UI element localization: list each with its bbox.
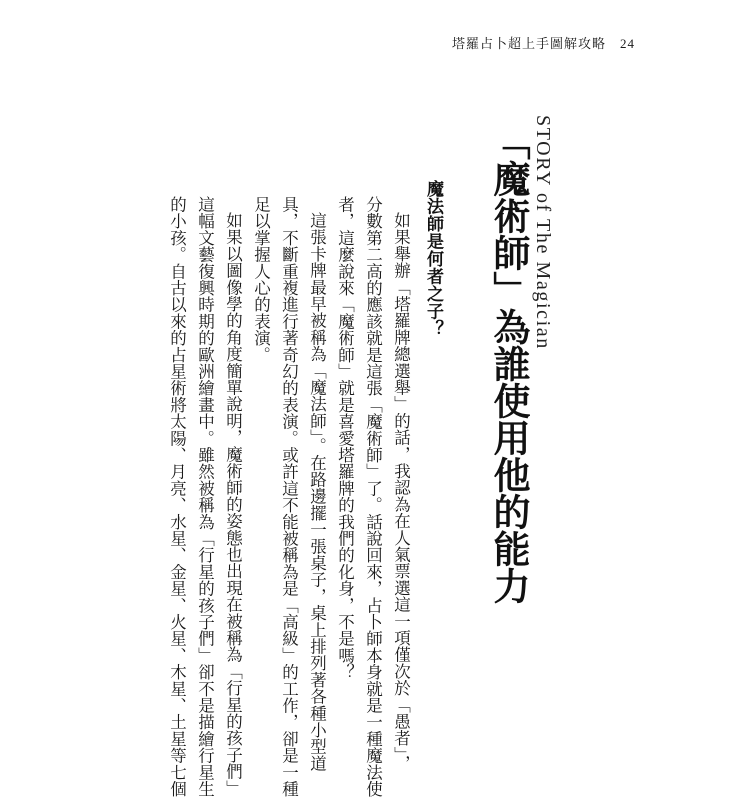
body-line: 如果以圖像學的角度簡單說明，魔術師的姿態也出現在被稱為「行星的孩子們」 [223, 212, 243, 797]
chapter-title: 「魔術師」為誰使用他的能力 [487, 123, 530, 604]
body-line: 具，不斷重複進行著奇幻的表演。或許這不能被稱為是「高級」的工作，卻是一種 [279, 196, 299, 797]
page-number: 24 [620, 36, 636, 51]
body-line: 分數第二高的應該就是這張「魔術師」了。話說回來，占卜師本身就是一種魔法使 [363, 196, 383, 797]
body-line: 這幅文藝復興時期的歐洲繪畫中。雖然被稱為「行星的孩子們」卻不是描繪行星生 [195, 196, 215, 797]
body-line: 足以掌握人心的表演。 [251, 196, 271, 363]
book-title: 塔羅占卜超上手圖解攻略 [452, 37, 607, 52]
body-line: 如果舉辦「塔羅牌總選舉」的話，我認為在人氣票選這一項僅次於「愚者」， [391, 212, 411, 772]
chapter-subtitle-en: STORY of The Magician [532, 115, 554, 350]
body-line: 者，這麼說來「魔術師」就是喜愛塔羅牌的我們的化身，不是嗎？ [335, 196, 355, 681]
running-header [452, 33, 635, 52]
section-heading: 魔法師是何者之子？ [423, 180, 443, 338]
body-line: 這張卡牌最早被稱為「魔法師」。在路邊擺一張桌子，桌上排列著各種小型道 [307, 212, 327, 772]
body-line: 的小孩。自古以來的占星術將太陽、月亮、水星、金星、火星、木星、土星等七個 [167, 196, 187, 797]
